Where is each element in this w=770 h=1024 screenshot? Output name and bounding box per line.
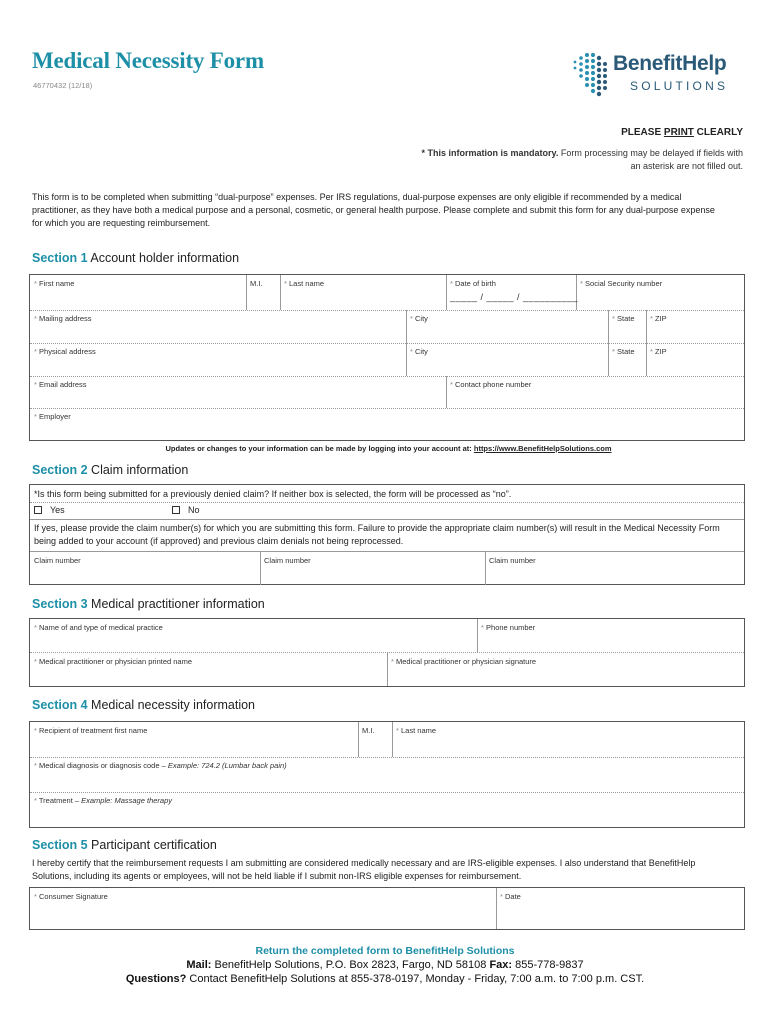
first-name-field[interactable]: * First name — [34, 279, 75, 288]
last-name-field[interactable]: * Last name — [284, 279, 325, 288]
recipient-last-name-field[interactable]: * Last name — [396, 726, 437, 735]
claim-info-box — [29, 484, 745, 585]
mail-fax-info: Mail: BenefitHelp Solutions, P.O. Box 2823, Fargo, ND 58108 Fax: 855-778-9837 — [186, 959, 584, 971]
physical-city-field[interactable]: * City — [410, 347, 428, 356]
contact-phone-field[interactable]: * Contact phone number — [450, 380, 532, 389]
print-clearly-note: PLEASE PRINT CLEARLY — [621, 127, 743, 138]
no-option[interactable]: No — [172, 504, 200, 517]
section-1-title: Section 1 Account holder information — [32, 251, 240, 265]
medical-necessity-box — [29, 721, 745, 828]
account-link[interactable]: https://www.BenefitHelpSolutions.com — [473, 444, 612, 453]
certification-text: I hereby certify that the reimbursement requests I am submitting are considered medically necessary and are IRS-eligible expenses. I also understand that BenefitHelp Solutions, including its agents or employees, will not be held liable if I submit non-IRS eligible expenses for reimbursement. — [32, 858, 696, 881]
mailing-address-field[interactable]: * Mailing address — [34, 314, 92, 323]
yes-checkbox[interactable] — [34, 506, 42, 514]
logo-name: BenefitHelp — [613, 52, 727, 75]
ssn-field[interactable]: * Social Security number — [580, 279, 663, 288]
claim-instructions: If yes, please provide the claim number(s) for which you are submitting this form. Failure to provide the appropriate claim number(s) will result in the Medical Necessity Form being added to your account (if approved) and previous claim denials not being reprocessed. — [34, 523, 720, 546]
mandatory-note: * This information is mandatory. Form processing may be delayed if fields with an asterisk are not filled out. — [421, 148, 743, 171]
recipient-mi-field[interactable]: M.I. — [362, 726, 375, 735]
employer-field[interactable]: * Employer — [34, 412, 71, 421]
claim-number-field-2[interactable]: Claim number — [264, 556, 311, 565]
section-2-title: Section 2 Claim information — [32, 463, 189, 477]
practitioner-signature-field[interactable]: * Medical practitioner or physician signature — [391, 657, 537, 666]
date-of-birth-field[interactable]: * Date of birth — [450, 279, 496, 288]
section-3-title: Section 3 Medical practitioner information — [32, 597, 265, 611]
email-field[interactable]: * Email address — [34, 380, 87, 389]
physical-address-field[interactable]: * Physical address — [34, 347, 96, 356]
mailing-zip-field[interactable]: * ZIP — [650, 314, 667, 323]
intro-paragraph: This form is to be completed when submitting “dual-purpose” expenses. Per IRS regulations, dual-purpose expenses are only eligible if recommended by a medical practitioner, as they have both a medical purpose and a personal, cosmetic, or general health purpose. Please complete and submit this form for any dual-purpose expense for which you are requesting reimbursement. — [32, 192, 715, 228]
practitioner-printed-name-field[interactable]: * Medical practitioner or physician printed name — [34, 657, 193, 666]
no-checkbox[interactable] — [172, 506, 180, 514]
practice-name-field[interactable]: * Name of and type of medical practice — [34, 623, 163, 632]
return-instructions: Return the completed form to BenefitHelp Solutions — [255, 945, 515, 957]
questions-info: Questions? Contact BenefitHelp Solutions at 855-378-0197, Monday - Friday, 7:00 a.m. to 7:00 p.m. CST. — [125, 973, 645, 985]
logo-subtitle: SOLUTIONS — [630, 79, 729, 93]
denied-claim-question: *Is this form being submitted for a previously denied claim? If neither box is selected, the form will be processed as “no”. — [34, 489, 512, 499]
consumer-signature-field[interactable]: * Consumer Signature — [34, 892, 108, 901]
yes-option[interactable]: Yes — [34, 504, 65, 517]
page-title: Medical Necessity Form — [32, 48, 264, 73]
signature-date-field[interactable]: * Date — [500, 892, 521, 901]
claim-number-field-3[interactable]: Claim number — [489, 556, 536, 565]
updates-note: Updates or changes to your information can be made by logging into your account at: https://www.BenefitHelpSolutions.com — [165, 444, 612, 453]
certification-box — [29, 887, 745, 930]
mi-field[interactable]: M.I. — [250, 279, 263, 288]
diagnosis-field[interactable]: * Medical diagnosis or diagnosis code – Example: 724.2 (Lumbar back pain) — [34, 761, 287, 770]
practitioner-phone-field[interactable]: * Phone number — [481, 623, 536, 632]
mailing-state-field[interactable]: * State — [612, 314, 635, 323]
physical-state-field[interactable]: * State — [612, 347, 635, 356]
recipient-first-name-field[interactable]: * Recipient of treatment first name — [34, 726, 148, 735]
company-logo — [570, 50, 750, 102]
treatment-field[interactable]: * Treatment – Example: Massage therapy — [34, 796, 173, 805]
form-code: 46770432 (12/18) — [33, 81, 93, 90]
claim-number-field-1[interactable]: Claim number — [34, 556, 81, 565]
section-4-title: Section 4 Medical necessity information — [32, 698, 256, 712]
logo-dots-icon — [570, 50, 610, 102]
section-5-title: Section 5 Participant certification — [32, 838, 217, 852]
date-of-birth-blanks: _____ / _____ / __________ — [450, 292, 579, 302]
mailing-city-field[interactable]: * City — [410, 314, 428, 323]
account-holder-box — [29, 274, 745, 441]
physical-zip-field[interactable]: * ZIP — [650, 347, 667, 356]
practitioner-box — [29, 618, 745, 687]
